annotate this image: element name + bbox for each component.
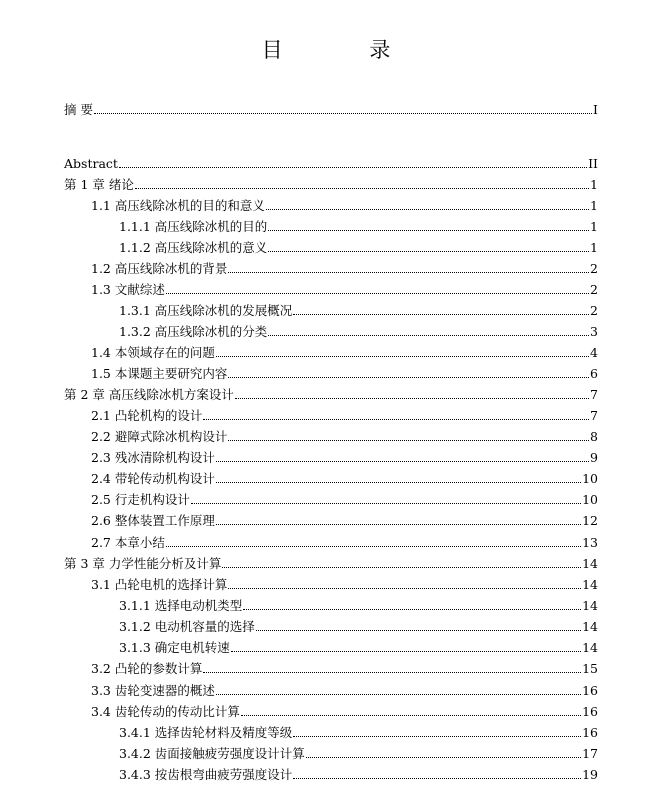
- toc-dot-leader: [266, 209, 589, 210]
- toc-entry-label: 第 2 章 高压线除冰机方案设计: [64, 387, 234, 402]
- toc-entry-label: 1.5 本课题主要研究内容: [91, 366, 228, 381]
- toc-entry-page-number: 14: [582, 577, 598, 592]
- toc-dot-leader: [166, 293, 589, 294]
- toc-dot-leader: [235, 398, 589, 399]
- toc-entry-page-number: 16: [582, 725, 598, 740]
- toc-entry-label: 3.4.2 齿面接触疲劳强度设计计算: [119, 746, 305, 761]
- toc-entry[interactable]: [91, 535, 598, 550]
- toc-entry-page-number: 14: [582, 640, 598, 655]
- toc-dot-leader: [256, 630, 581, 631]
- toc-entry[interactable]: [64, 177, 598, 192]
- toc-entry-page-number: 10: [582, 471, 598, 486]
- toc-entry[interactable]: [64, 102, 598, 117]
- toc-entry[interactable]: [91, 513, 598, 528]
- toc-entry[interactable]: [119, 746, 598, 761]
- toc-entry[interactable]: [91, 282, 598, 297]
- toc-entry-page-number: 10: [582, 492, 598, 507]
- toc-entry-label: 2.6 整体装置工作原理: [91, 513, 215, 528]
- toc-dot-leader: [293, 778, 581, 779]
- toc-dot-leader: [203, 419, 589, 420]
- toc-entry[interactable]: [91, 366, 598, 381]
- toc-entry-label: 1.4 本领域存在的问题: [91, 345, 215, 360]
- toc-dot-leader: [293, 736, 581, 737]
- toc-dot-leader: [216, 694, 581, 695]
- toc-entry-page-number: 3: [590, 324, 598, 339]
- toc-entry-page-number: 17: [582, 746, 598, 761]
- toc-entry-label: 2.5 行走机构设计: [91, 492, 190, 507]
- toc-entry-label: 2.2 避障式除冰机构设计: [91, 429, 228, 444]
- toc-entry[interactable]: [64, 556, 598, 571]
- toc-entry-page-number: 9: [590, 450, 598, 465]
- toc-dot-leader: [166, 546, 581, 547]
- toc-entry-label: 2.7 本章小结: [91, 535, 165, 550]
- toc-entry-page-number: I: [593, 102, 598, 117]
- toc-entry[interactable]: [91, 683, 598, 698]
- toc-dot-leader: [191, 503, 581, 504]
- toc-entry[interactable]: [91, 577, 598, 592]
- toc-entry[interactable]: [91, 704, 598, 719]
- toc-entry-label: 3.2 凸轮的参数计算: [91, 661, 203, 676]
- toc-dot-leader: [243, 609, 581, 610]
- toc-entry-label: 1.3.1 高压线除冰机的发展概况: [119, 303, 293, 318]
- toc-entry[interactable]: [119, 767, 598, 782]
- toc-entry-label: 1.1 高压线除冰机的目的和意义: [91, 198, 265, 213]
- toc-entry-page-number: 15: [582, 661, 598, 676]
- toc-entry[interactable]: [119, 219, 598, 234]
- toc-dot-leader: [306, 757, 581, 758]
- toc-entry-page-number: 2: [590, 282, 598, 297]
- toc-entry-page-number: 16: [582, 704, 598, 719]
- toc-entry-label: 1.1.2 高压线除冰机的意义: [119, 240, 268, 255]
- toc-dot-leader: [228, 272, 589, 273]
- toc-entry-page-number: 2: [590, 261, 598, 276]
- toc-entry[interactable]: [91, 261, 598, 276]
- toc-entry[interactable]: [119, 324, 598, 339]
- toc-dot-leader: [231, 651, 581, 652]
- toc-entry-label: 2.1 凸轮机构的设计: [91, 408, 203, 423]
- toc-entry[interactable]: [91, 661, 598, 676]
- toc-entry-label: 1.3.2 高压线除冰机的分类: [119, 324, 268, 339]
- toc-entry[interactable]: [91, 492, 598, 507]
- toc-entry-label: 3.4.1 选择齿轮材料及精度等级: [119, 725, 293, 740]
- toc-dot-leader: [135, 188, 589, 189]
- toc-dot-leader: [222, 567, 581, 568]
- toc-dot-leader: [268, 230, 589, 231]
- toc-entry-page-number: 13: [582, 535, 598, 550]
- toc-entry-label: Abstract: [64, 156, 118, 171]
- toc-dot-leader: [203, 672, 581, 673]
- toc-entry[interactable]: [119, 725, 598, 740]
- toc-entry-page-number: 8: [590, 429, 598, 444]
- toc-dot-leader: [293, 314, 589, 315]
- toc-entry[interactable]: [91, 450, 598, 465]
- toc-dot-leader: [119, 167, 587, 168]
- toc-dot-leader: [216, 356, 589, 357]
- toc-entry-label: 3.1.1 选择电动机类型: [119, 598, 243, 613]
- toc-entry-label: 3.1.2 电动机容量的选择: [119, 619, 255, 634]
- toc-dot-leader: [216, 524, 581, 525]
- toc-entry-page-number: 7: [590, 408, 598, 423]
- toc-entry-label: 摘 要: [64, 102, 93, 117]
- toc-entry-page-number: 1: [590, 177, 598, 192]
- toc-entry-label: 1.3 文献综述: [91, 282, 165, 297]
- toc-entry-page-number: 4: [590, 345, 598, 360]
- toc-dot-leader: [94, 113, 592, 114]
- toc-entry-page-number: II: [588, 156, 598, 171]
- toc-entry-label: 1.1.1 高压线除冰机的目的: [119, 219, 268, 234]
- toc-entry[interactable]: [91, 198, 598, 213]
- toc-entry-label: 3.3 齿轮变速器的概述: [91, 683, 215, 698]
- toc-entry-label: 3.4 齿轮传动的传动比计算: [91, 704, 240, 719]
- toc-entry-label: 3.4.3 按齿根弯曲疲劳强度设计: [119, 767, 293, 782]
- toc-dot-leader: [228, 377, 589, 378]
- toc-dot-leader: [268, 251, 589, 252]
- toc-title: 目 录: [261, 38, 431, 62]
- toc-entry[interactable]: [119, 598, 598, 613]
- toc-entry[interactable]: [91, 345, 598, 360]
- toc-entry-page-number: 14: [582, 598, 598, 613]
- toc-entry-label: 第 1 章 绪论: [64, 177, 134, 192]
- toc-entry-page-number: 1: [590, 198, 598, 213]
- toc-entry-label: 3.1 凸轮电机的选择计算: [91, 577, 228, 592]
- toc-entry[interactable]: [91, 408, 598, 423]
- toc-entry-label: 2.3 残冰清除机构设计: [91, 450, 215, 465]
- toc-entry[interactable]: [64, 156, 598, 171]
- toc-dot-leader: [228, 440, 589, 441]
- toc-entry-page-number: 7: [590, 387, 598, 402]
- toc-entry[interactable]: [119, 303, 598, 318]
- toc-entry-label: 3.1.3 确定电机转速: [119, 640, 230, 655]
- toc-entry-label: 第 3 章 力学性能分析及计算: [64, 556, 222, 571]
- toc-entry-page-number: 1: [590, 240, 598, 255]
- toc-entry[interactable]: [91, 429, 598, 444]
- toc-dot-leader: [228, 588, 581, 589]
- toc-entry-page-number: 14: [582, 556, 598, 571]
- toc-entry-page-number: 16: [582, 683, 598, 698]
- toc-entry-page-number: 14: [582, 619, 598, 634]
- toc-entry-page-number: 1: [590, 219, 598, 234]
- toc-dot-leader: [216, 482, 581, 483]
- toc-entry[interactable]: [119, 619, 598, 634]
- toc-entry[interactable]: [119, 240, 598, 255]
- toc-entry[interactable]: [64, 387, 598, 402]
- toc-entry-page-number: 12: [582, 513, 598, 528]
- toc-entry-label: 2.4 带轮传动机构设计: [91, 471, 215, 486]
- toc-entry-page-number: 2: [590, 303, 598, 318]
- toc-entry[interactable]: [119, 640, 598, 655]
- toc-dot-leader: [268, 335, 589, 336]
- toc-entry-label: 1.2 高压线除冰机的背景: [91, 261, 228, 276]
- toc-entry-page-number: 19: [582, 767, 598, 782]
- toc-dot-leader: [241, 715, 581, 716]
- toc-entry[interactable]: [91, 471, 598, 486]
- toc-dot-leader: [216, 461, 589, 462]
- toc-entry-page-number: 6: [590, 366, 598, 381]
